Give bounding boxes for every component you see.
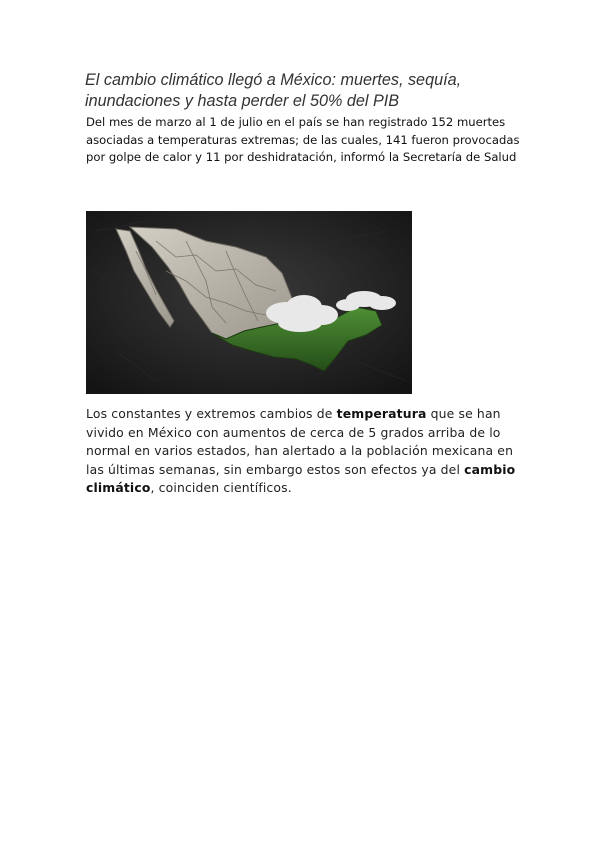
article-body (86, 405, 526, 498)
mexico-map-drought-image (86, 211, 412, 394)
body-text-2: que se han vivido en México con aumentos de cerca de 5 grados arriba de lo normal en varios estados, han alertado a la población mexicana en las últimas semanas, sin embargo estos son efectos ya del (86, 406, 514, 477)
body-text-3: , coinciden científicos. (150, 480, 292, 495)
article-summary: Del mes de marzo al 1 de julio en el país se han registrado 152 muertes asociadas a temperaturas extremas; de las cuales, 141 fueron provocadas por golpe de calor y 11 por deshidratación, informó la Secretaría de Salud (86, 115, 520, 164)
body-text-1: Los constantes y extremos cambios de (86, 406, 337, 421)
body-bold-temperatura: temperatura (336, 406, 427, 421)
mexico-map-image (86, 211, 412, 394)
title-line-1: El cambio climático llegó a México: muertes, sequía, (85, 71, 462, 89)
title-line-2: inundaciones y hasta perder el 50% del PIB (85, 92, 400, 110)
body-bold-cambio-climatico: cambio climático (86, 461, 516, 495)
article-title (85, 70, 525, 112)
